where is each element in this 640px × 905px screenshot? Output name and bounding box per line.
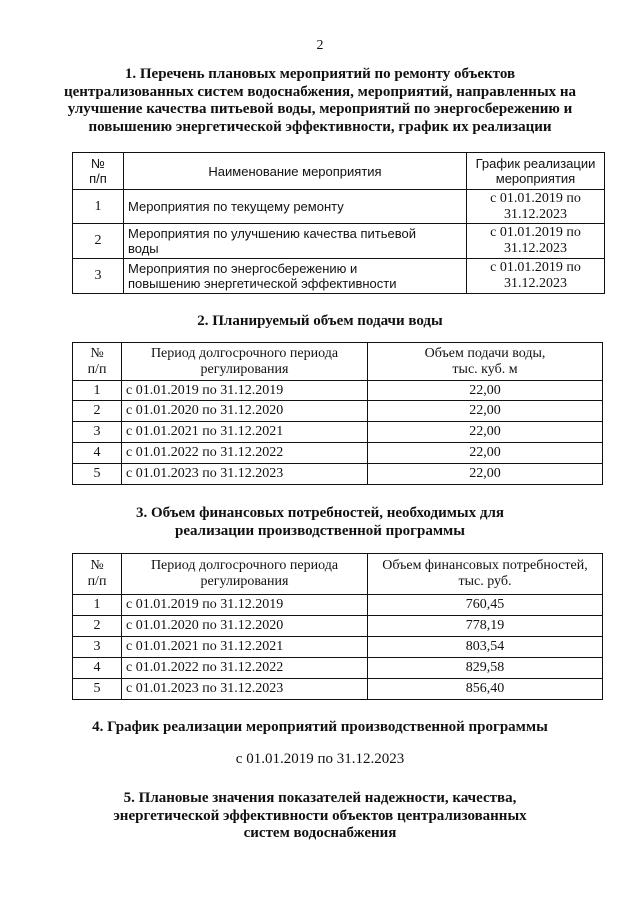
financial-needs-table: [72, 553, 603, 700]
row-num: 3: [73, 637, 122, 658]
row-value: 22,00: [368, 443, 603, 464]
row-period: с 01.01.2022 по 31.12.2022: [122, 443, 368, 464]
cell-text: 31.12.2023: [504, 206, 567, 222]
cell-text: Мероприятия по улучшению качества питьевой: [128, 226, 417, 241]
table-row: [73, 381, 603, 401]
col-header-period: [122, 554, 368, 595]
header-text: тыс. руб.: [458, 574, 512, 589]
row-period: с 01.01.2020 по 31.12.2020: [122, 401, 368, 422]
table-row: [73, 658, 603, 679]
row-name: [124, 224, 467, 259]
row-num: 1: [73, 381, 122, 401]
row-name: [124, 190, 467, 224]
col-header-period: [122, 343, 368, 381]
col-header-num: [73, 554, 122, 595]
row-value: 22,00: [368, 401, 603, 422]
cell-text: с 01.01.2019 по: [490, 190, 581, 206]
row-period: с 01.01.2021 по 31.12.2021: [122, 422, 368, 443]
table-header-row: [73, 343, 603, 381]
cell-text: Мероприятия по энергосбережению и: [128, 261, 358, 276]
header-text: Объем финансовых потребностей,: [382, 558, 588, 573]
page-number: 2: [316, 38, 324, 53]
cell-text: 31.12.2023: [504, 241, 567, 256]
cell-text: Мероприятия по текущему ремонту: [128, 199, 344, 214]
row-value: 760,45: [368, 595, 603, 616]
section-1-title-line: централизованных систем водоснабжения, мероприятий, направленных на: [63, 83, 577, 100]
row-num: 3: [73, 259, 124, 294]
section-1-title-line: 1. Перечень плановых мероприятий по ремонту объектов: [124, 66, 516, 82]
table-row: [73, 616, 603, 637]
table-header-row: [73, 554, 603, 595]
header-text: №: [90, 558, 104, 573]
header-text: №: [91, 156, 105, 171]
header-text: Период долгосрочного периода: [150, 345, 339, 361]
row-period: с 01.01.2020 по 31.12.2020: [122, 616, 368, 637]
col-header-num: [73, 153, 124, 190]
row-num: 5: [73, 679, 122, 700]
section-1-title-line: улучшение качества питьевой воды, мероприятий по энергосбережению и: [67, 101, 573, 117]
row-period: с 01.01.2019 по 31.12.2019: [122, 381, 368, 401]
row-value: 22,00: [368, 381, 603, 401]
table-row: [73, 637, 603, 658]
table-header-row: [73, 153, 605, 190]
row-value: 803,54: [368, 637, 603, 658]
header-text: тыс. куб. м: [452, 361, 518, 377]
row-period: с 01.01.2021 по 31.12.2021: [122, 637, 368, 658]
table-row: [73, 679, 603, 700]
header-text: регулирования: [200, 361, 289, 377]
row-value: 778,19: [368, 616, 603, 637]
col-header-value: [368, 343, 603, 381]
table-row: [73, 401, 603, 422]
header-text: мероприятия: [495, 171, 576, 186]
row-value: 22,00: [368, 464, 603, 485]
row-value: 22,00: [368, 422, 603, 443]
cell-text: воды: [128, 241, 159, 256]
row-num: 2: [73, 401, 122, 422]
row-num: 4: [73, 658, 122, 679]
section-5-title: [0, 790, 640, 843]
measures-table: [72, 152, 605, 294]
row-period: с 01.01.2023 по 31.12.2023: [122, 679, 368, 700]
col-header-value: [368, 554, 603, 595]
cell-text: с 01.01.2019 по: [490, 260, 581, 275]
col-header-name: Наименование мероприятия: [124, 153, 467, 190]
row-period: с 01.01.2023 по 31.12.2023: [122, 464, 368, 485]
water-supply-table: [72, 342, 603, 485]
section-2-title: 2. Планируемый объем подачи воды: [197, 313, 443, 329]
section-3-title-line: 3. Объем финансовых потребностей, необходимых для: [135, 505, 505, 521]
section-5-title-line: систем водоснабжения: [243, 825, 397, 841]
row-num: 1: [73, 190, 124, 224]
header-text: п/п: [87, 574, 107, 589]
header-text: График реализации: [475, 156, 596, 171]
header-text: №: [90, 345, 104, 361]
row-schedule: [467, 259, 605, 294]
col-header-schedule: [467, 153, 605, 190]
row-num: 2: [73, 224, 124, 259]
section-5-title-line: 5. Плановые значения показателей надежности, качества,: [123, 790, 517, 806]
cell-text: 31.12.2023: [504, 276, 567, 291]
row-schedule: [467, 224, 605, 259]
table-row: [73, 422, 603, 443]
row-period: с 01.01.2022 по 31.12.2022: [122, 658, 368, 679]
table-row: [73, 464, 603, 485]
cell-text: повышению энергетической эффективности: [128, 276, 397, 291]
section-5-title-line: энергетической эффективности объектов централизованных: [113, 807, 527, 824]
row-num: 2: [73, 616, 122, 637]
table-row: [73, 190, 605, 224]
header-text: п/п: [89, 171, 107, 186]
row-name: [124, 259, 467, 294]
header-text: Объем подачи воды,: [424, 345, 546, 361]
table-row: [73, 224, 605, 259]
section-4-title: 4. График реализации мероприятий производственной программы: [92, 719, 548, 735]
row-schedule: [467, 190, 605, 224]
section-3-title: [0, 505, 640, 540]
row-num: 1: [73, 595, 122, 616]
row-period: с 01.01.2019 по 31.12.2019: [122, 595, 368, 616]
row-num: 3: [73, 422, 122, 443]
table-row: [73, 595, 603, 616]
header-text: п/п: [87, 361, 107, 377]
row-value: 856,40: [368, 679, 603, 700]
row-value: 829,58: [368, 658, 603, 679]
header-text: Период долгосрочного периода: [150, 558, 339, 573]
section-1-title: [0, 66, 640, 136]
col-header-num: [73, 343, 122, 381]
table-row: [73, 259, 605, 294]
section-3-title-line: реализации производственной программы: [175, 522, 465, 539]
header-text: регулирования: [200, 574, 289, 589]
section-1-title-line: повышению энергетической эффективности, график их реализации: [88, 118, 552, 135]
row-num: 4: [73, 443, 122, 464]
table-row: [73, 443, 603, 464]
row-num: 5: [73, 464, 122, 485]
cell-text: с 01.01.2019 по: [490, 225, 581, 240]
section-4-period: с 01.01.2019 по 31.12.2023: [235, 751, 405, 767]
